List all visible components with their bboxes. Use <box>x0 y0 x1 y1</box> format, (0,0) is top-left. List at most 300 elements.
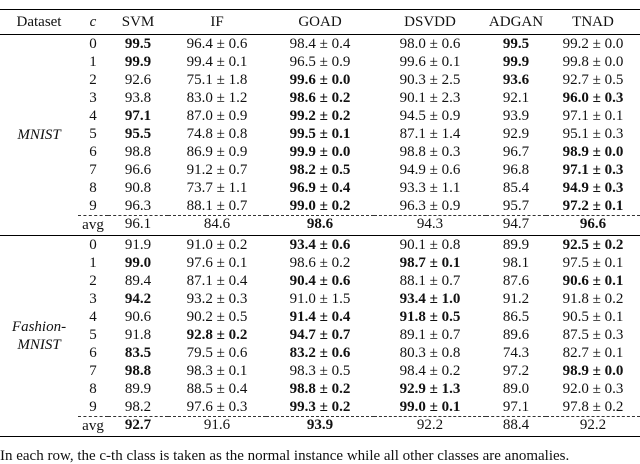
cell-value: 98.7 ± 0.1 <box>399 255 461 271</box>
avg-value: 94.7 <box>502 216 530 232</box>
cell-tnad <box>546 161 640 179</box>
cell-value: 92.0 ± 0.3 <box>562 381 624 397</box>
cell-if <box>168 236 266 255</box>
cell-value: 96.9 ± 0.4 <box>289 180 351 196</box>
cell-tnad <box>546 143 640 161</box>
cell-if <box>168 179 266 197</box>
cell-svm <box>108 380 168 398</box>
cell-value: 99.5 <box>124 36 152 52</box>
cell-value: 82.7 ± 0.1 <box>562 345 624 361</box>
cell-value: 90.4 ± 0.6 <box>289 273 351 289</box>
avg-goad <box>266 417 374 437</box>
table-row <box>0 362 640 380</box>
class-index: 3 <box>89 291 97 307</box>
cell-value: 92.9 <box>502 126 530 142</box>
class-index: 5 <box>89 126 97 142</box>
cell-goad <box>266 161 374 179</box>
cell-adgan <box>486 125 546 143</box>
cell-value: 83.5 <box>124 345 152 361</box>
cell-value: 97.6 ± 0.1 <box>186 255 248 271</box>
cell-tnad <box>546 290 640 308</box>
cell-dsvdd <box>374 179 486 197</box>
cell-tnad <box>546 362 640 380</box>
class-index: 3 <box>89 90 97 106</box>
cell-value: 91.0 ± 1.5 <box>289 291 351 307</box>
class-index: 6 <box>89 144 97 160</box>
header-if: IF <box>210 14 224 30</box>
cell-dsvdd <box>374 71 486 89</box>
cell-svm <box>108 143 168 161</box>
cell-value: 97.1 <box>124 108 152 124</box>
cell-value: 98.1 <box>502 255 530 271</box>
cell-value: 98.4 ± 0.2 <box>399 363 461 379</box>
cell-value: 87.0 ± 0.9 <box>186 108 248 124</box>
cell-value: 99.6 ± 0.1 <box>399 54 461 70</box>
cell-dsvdd <box>374 35 486 54</box>
class-index: 8 <box>89 180 97 196</box>
cell-dsvdd <box>374 272 486 290</box>
cell-value: 99.0 <box>124 255 152 271</box>
avg-value: 94.3 <box>416 216 444 232</box>
cell-value: 99.2 ± 0.2 <box>289 108 351 124</box>
cell-goad <box>266 344 374 362</box>
cell-adgan <box>486 362 546 380</box>
cell-value: 92.5 ± 0.2 <box>562 237 624 253</box>
cell-tnad <box>546 344 640 362</box>
cell-value: 99.2 ± 0.0 <box>562 36 624 52</box>
header-goad: GOAD <box>298 14 342 30</box>
cell-adgan <box>486 398 546 417</box>
cell-if <box>168 362 266 380</box>
cell-value: 91.2 ± 0.7 <box>186 162 248 178</box>
class-index: 8 <box>89 381 97 397</box>
cell-goad <box>266 254 374 272</box>
cell-value: 92.8 ± 0.2 <box>186 327 248 343</box>
cell-tnad <box>546 35 640 54</box>
cell-dsvdd <box>374 53 486 71</box>
cell-value: 96.0 ± 0.3 <box>562 90 624 106</box>
avg-dsvdd <box>374 216 486 236</box>
table-row <box>0 179 640 197</box>
class-index: 2 <box>89 72 97 88</box>
dataset-name <box>0 236 78 437</box>
caption: In each row, the c-th class is taken as the normal instance while all other classes are anomalies. <box>0 448 570 464</box>
cell-svm <box>108 398 168 417</box>
cell-goad <box>266 179 374 197</box>
table-row <box>0 71 640 89</box>
cell-value: 89.4 <box>124 273 152 289</box>
avg-value: 96.1 <box>124 216 152 232</box>
avg-tnad <box>546 417 640 437</box>
cell-value: 75.1 ± 1.8 <box>186 72 248 88</box>
cell-value: 96.7 <box>502 144 530 160</box>
cell-dsvdd <box>374 236 486 255</box>
cell-if <box>168 272 266 290</box>
cell-value: 98.0 ± 0.6 <box>399 36 461 52</box>
table-row <box>0 344 640 362</box>
cell-value: 93.3 ± 1.1 <box>399 180 461 196</box>
cell-value: 93.4 ± 0.6 <box>289 237 351 253</box>
cell-value: 94.9 ± 0.3 <box>562 180 624 196</box>
cell-dsvdd <box>374 143 486 161</box>
cell-if <box>168 344 266 362</box>
cell-value: 97.2 <box>502 363 530 379</box>
cell-value: 90.8 <box>124 180 152 196</box>
avg-value: 93.9 <box>306 417 334 433</box>
class-index: 5 <box>89 327 97 343</box>
cell-value: 98.2 ± 0.5 <box>289 162 351 178</box>
cell-tnad <box>546 53 640 71</box>
cell-value: 73.7 ± 1.1 <box>186 180 248 196</box>
cell-goad <box>266 143 374 161</box>
cell-if <box>168 53 266 71</box>
cell-tnad <box>546 398 640 417</box>
cell-value: 80.3 ± 0.8 <box>399 345 461 361</box>
cell-value: 97.5 ± 0.1 <box>562 255 624 271</box>
cell-if <box>168 380 266 398</box>
cell-value: 74.8 ± 0.8 <box>186 126 248 142</box>
header-dsvdd: DSVDD <box>404 14 456 30</box>
cell-value: 90.5 ± 0.1 <box>562 309 624 325</box>
table-body <box>0 35 640 437</box>
cell-value: 96.6 <box>124 162 152 178</box>
cell-value: 90.6 ± 0.1 <box>562 273 624 289</box>
cell-adgan <box>486 35 546 54</box>
cell-value: 89.0 <box>502 381 530 397</box>
table-row <box>0 125 640 143</box>
cell-value: 97.1 <box>502 399 530 415</box>
cell-adgan <box>486 236 546 255</box>
class-index: 9 <box>89 399 97 415</box>
cell-value: 97.2 ± 0.1 <box>562 198 624 214</box>
cell-dsvdd <box>374 290 486 308</box>
cell-tnad <box>546 236 640 255</box>
class-index: 2 <box>89 273 97 289</box>
table-row <box>0 53 640 71</box>
cell-if <box>168 326 266 344</box>
cell-tnad <box>546 107 640 125</box>
avg-adgan <box>486 216 546 236</box>
cell-tnad <box>546 254 640 272</box>
header-dataset: Dataset <box>16 14 62 30</box>
cell-value: 99.5 <box>502 36 530 52</box>
cell-value: 91.4 ± 0.4 <box>289 309 351 325</box>
cell-value: 90.1 ± 2.3 <box>399 90 461 106</box>
cell-svm <box>108 179 168 197</box>
cell-value: 98.3 ± 0.1 <box>186 363 248 379</box>
cell-svm <box>108 161 168 179</box>
cell-tnad <box>546 326 640 344</box>
cell-value: 95.7 <box>502 198 530 214</box>
cell-if <box>168 35 266 54</box>
cell-value: 90.2 ± 0.5 <box>186 309 248 325</box>
cell-value: 93.9 <box>502 108 530 124</box>
cell-value: 87.6 <box>502 273 530 289</box>
cell-adgan <box>486 89 546 107</box>
cell-svm <box>108 236 168 255</box>
cell-value: 89.1 ± 0.7 <box>399 327 461 343</box>
cell-value: 99.5 ± 0.1 <box>289 126 351 142</box>
cell-value: 85.4 <box>502 180 530 196</box>
cell-if <box>168 290 266 308</box>
cell-dsvdd <box>374 89 486 107</box>
table-row <box>0 161 640 179</box>
cell-goad <box>266 326 374 344</box>
cell-value: 92.1 <box>502 90 530 106</box>
cell-value: 89.9 <box>124 381 152 397</box>
cell-if <box>168 254 266 272</box>
cell-value: 96.3 <box>124 198 152 214</box>
header-svm: SVM <box>121 14 155 30</box>
cell-value: 89.6 <box>502 327 530 343</box>
cell-dsvdd <box>374 308 486 326</box>
cell-goad <box>266 35 374 54</box>
cell-value: 83.2 ± 0.6 <box>289 345 351 361</box>
cell-value: 91.8 ± 0.5 <box>399 309 461 325</box>
cell-value: 79.5 ± 0.6 <box>186 345 248 361</box>
table-row <box>0 35 640 54</box>
avg-value: 96.6 <box>579 216 607 232</box>
cell-value: 90.1 ± 0.8 <box>399 237 461 253</box>
cell-adgan <box>486 308 546 326</box>
avg-goad <box>266 216 374 236</box>
cell-goad <box>266 125 374 143</box>
cell-value: 94.2 <box>124 291 152 307</box>
cell-value: 97.6 ± 0.3 <box>186 399 248 415</box>
cell-if <box>168 125 266 143</box>
cell-value: 95.5 <box>124 126 152 142</box>
table-row <box>0 107 640 125</box>
table-row <box>0 89 640 107</box>
table-row <box>0 143 640 161</box>
cell-value: 92.6 <box>124 72 152 88</box>
avg-value: 88.4 <box>502 417 530 433</box>
cell-value: 94.9 ± 0.6 <box>399 162 461 178</box>
dataset-name <box>0 35 78 236</box>
cell-value: 98.8 <box>124 363 152 379</box>
cell-value: 86.5 <box>502 309 530 325</box>
cell-dsvdd <box>374 197 486 216</box>
cell-tnad <box>546 380 640 398</box>
avg-if <box>168 417 266 437</box>
cell-value: 99.6 ± 0.0 <box>289 72 351 88</box>
cell-value: 91.2 <box>502 291 530 307</box>
cell-value: 98.3 ± 0.5 <box>289 363 351 379</box>
avg-row <box>0 216 640 236</box>
cell-value: 74.3 <box>502 345 530 361</box>
cell-dsvdd <box>374 107 486 125</box>
cell-if <box>168 71 266 89</box>
avg-if <box>168 216 266 236</box>
cell-value: 99.9 ± 0.0 <box>289 144 351 160</box>
cell-value: 83.0 ± 1.2 <box>186 90 248 106</box>
cell-value: 98.6 ± 0.2 <box>289 90 351 106</box>
cell-value: 98.9 ± 0.0 <box>562 363 624 379</box>
cell-value: 86.9 ± 0.9 <box>186 144 248 160</box>
cell-value: 88.1 ± 0.7 <box>399 273 461 289</box>
avg-row <box>0 417 640 437</box>
cell-goad <box>266 308 374 326</box>
cell-adgan <box>486 143 546 161</box>
cell-dsvdd <box>374 326 486 344</box>
cell-svm <box>108 53 168 71</box>
cell-value: 96.3 ± 0.9 <box>399 198 461 214</box>
results-table <box>0 9 640 437</box>
cell-value: 88.1 ± 0.7 <box>186 198 248 214</box>
cell-value: 98.6 ± 0.2 <box>289 255 351 271</box>
cell-dsvdd <box>374 344 486 362</box>
cell-goad <box>266 236 374 255</box>
cell-goad <box>266 89 374 107</box>
cell-goad <box>266 362 374 380</box>
class-index: 4 <box>89 108 97 124</box>
avg-value: 84.6 <box>203 216 231 232</box>
avg-adgan <box>486 417 546 437</box>
cell-value: 87.5 ± 0.3 <box>562 327 624 343</box>
cell-svm <box>108 272 168 290</box>
cell-dsvdd <box>374 254 486 272</box>
cell-if <box>168 143 266 161</box>
cell-tnad <box>546 197 640 216</box>
class-index: 0 <box>89 36 97 52</box>
cell-svm <box>108 362 168 380</box>
cell-goad <box>266 71 374 89</box>
cell-adgan <box>486 272 546 290</box>
avg-value: 92.2 <box>416 417 444 433</box>
cell-svm <box>108 89 168 107</box>
cell-svm <box>108 326 168 344</box>
cell-value: 97.1 ± 0.3 <box>562 162 624 178</box>
cell-value: 98.4 ± 0.4 <box>289 36 351 52</box>
cell-adgan <box>486 197 546 216</box>
cell-value: 91.8 ± 0.2 <box>562 291 624 307</box>
cell-value: 89.9 <box>502 237 530 253</box>
cell-svm <box>108 254 168 272</box>
cell-goad <box>266 107 374 125</box>
avg-dsvdd <box>374 417 486 437</box>
header-tnad: TNAD <box>572 14 614 30</box>
table-row <box>0 380 640 398</box>
cell-value: 99.8 ± 0.0 <box>562 54 624 70</box>
cell-value: 95.1 ± 0.3 <box>562 126 624 142</box>
cell-value: 97.1 ± 0.1 <box>562 108 624 124</box>
cell-tnad <box>546 272 640 290</box>
header-row <box>0 10 640 35</box>
cell-value: 98.2 <box>124 399 152 415</box>
class-index: 1 <box>89 54 97 70</box>
table-row <box>0 236 640 255</box>
class-index: 1 <box>89 255 97 271</box>
class-index: 4 <box>89 309 97 325</box>
cell-value: 87.1 ± 0.4 <box>186 273 248 289</box>
cell-if <box>168 398 266 417</box>
cell-goad <box>266 53 374 71</box>
cell-dsvdd <box>374 161 486 179</box>
cell-adgan <box>486 53 546 71</box>
cell-if <box>168 308 266 326</box>
cell-if <box>168 89 266 107</box>
cell-goad <box>266 290 374 308</box>
cell-value: 98.9 ± 0.0 <box>562 144 624 160</box>
cell-goad <box>266 272 374 290</box>
cell-value: 96.4 ± 0.6 <box>186 36 248 52</box>
cell-value: 90.3 ± 2.5 <box>399 72 461 88</box>
class-index: 9 <box>89 198 97 214</box>
cell-svm <box>108 290 168 308</box>
cell-if <box>168 107 266 125</box>
cell-tnad <box>546 125 640 143</box>
cell-value: 93.2 ± 0.3 <box>186 291 248 307</box>
cell-svm <box>108 197 168 216</box>
cell-svm <box>108 308 168 326</box>
cell-value: 88.5 ± 0.4 <box>186 381 248 397</box>
cell-if <box>168 197 266 216</box>
cell-value: 94.5 ± 0.9 <box>399 108 461 124</box>
cell-adgan <box>486 290 546 308</box>
avg-value: 92.2 <box>579 417 607 433</box>
class-index: 7 <box>89 363 97 379</box>
cell-tnad <box>546 179 640 197</box>
cell-value: 90.6 <box>124 309 152 325</box>
dataset-name-line: MNIST <box>17 127 61 143</box>
cell-value: 99.3 ± 0.2 <box>289 399 351 415</box>
header-adgan: ADGAN <box>488 14 544 30</box>
cell-value: 98.8 <box>124 144 152 160</box>
cell-adgan <box>486 326 546 344</box>
cell-adgan <box>486 344 546 362</box>
avg-value: 92.7 <box>124 417 152 433</box>
cell-svm <box>108 71 168 89</box>
cell-tnad <box>546 71 640 89</box>
cell-value: 92.7 ± 0.5 <box>562 72 624 88</box>
dataset-name-line: Fashion- <box>11 319 67 335</box>
cell-svm <box>108 344 168 362</box>
avg-svm <box>108 417 168 437</box>
cell-svm <box>108 35 168 54</box>
cell-value: 98.8 ± 0.3 <box>399 144 461 160</box>
table-row <box>0 308 640 326</box>
class-index: 6 <box>89 345 97 361</box>
table-row <box>0 290 640 308</box>
cell-value: 99.0 ± 0.1 <box>399 399 461 415</box>
cell-tnad <box>546 89 640 107</box>
cell-goad <box>266 380 374 398</box>
cell-value: 99.9 <box>124 54 152 70</box>
cell-value: 91.8 <box>124 327 152 343</box>
cell-value: 97.8 ± 0.2 <box>562 399 624 415</box>
table-row <box>0 398 640 417</box>
cell-adgan <box>486 254 546 272</box>
cell-dsvdd <box>374 398 486 417</box>
table-row <box>0 326 640 344</box>
cell-adgan <box>486 380 546 398</box>
cell-adgan <box>486 161 546 179</box>
cell-dsvdd <box>374 380 486 398</box>
cell-dsvdd <box>374 125 486 143</box>
avg-value: 98.6 <box>306 216 334 232</box>
table-row <box>0 197 640 216</box>
cell-value: 96.5 ± 0.9 <box>289 54 351 70</box>
cell-goad <box>266 398 374 417</box>
avg-label: avg <box>78 216 108 236</box>
cell-adgan <box>486 179 546 197</box>
cell-value: 93.8 <box>124 90 152 106</box>
avg-label: avg <box>78 417 108 437</box>
cell-value: 98.8 ± 0.2 <box>289 381 351 397</box>
cell-goad <box>266 197 374 216</box>
cell-value: 91.0 ± 0.2 <box>186 237 248 253</box>
cell-adgan <box>486 71 546 89</box>
